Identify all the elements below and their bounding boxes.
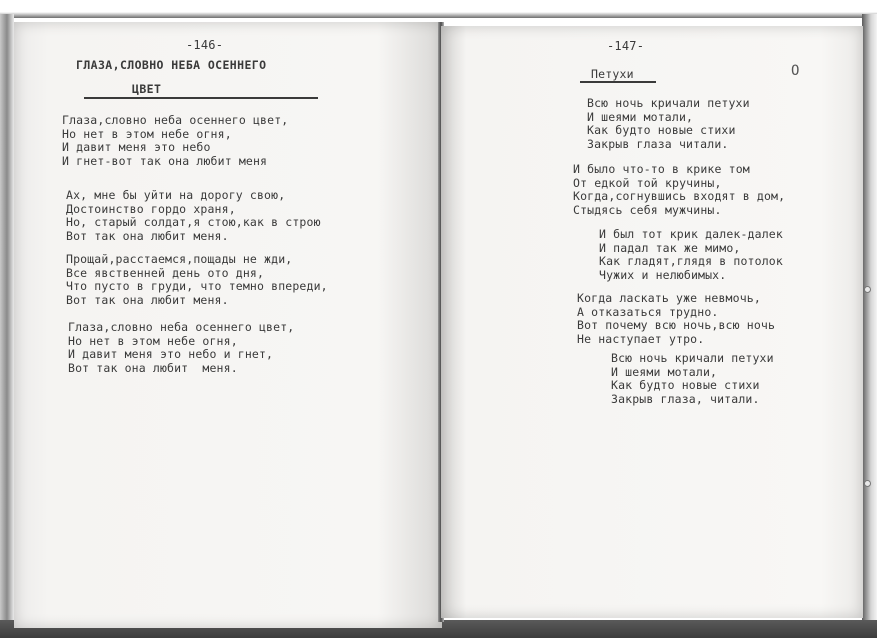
poem-line: Всю ночь кричали петухи [587, 96, 750, 110]
poem-stanza [587, 97, 750, 151]
poem-line: Вот так она любит меня. [66, 292, 229, 307]
poem-title-line-1: ГЛАЗА,СЛОВНО НЕБА ОСЕННЕГО [76, 58, 267, 72]
poem-line: Как будто новые стихи [611, 378, 760, 392]
poem-stanza [611, 352, 774, 406]
poem-stanza [577, 292, 775, 346]
poem-line: Когда ласкать уже невмочь, [577, 291, 761, 305]
poem-stanza [66, 253, 328, 307]
poem-stanza [599, 228, 783, 282]
poem-line: Всю ночь кричали петухи [611, 351, 774, 365]
poem-title-line-2: ЦВЕТ [132, 82, 162, 96]
poem-line: Достоинство гордо храня, [66, 201, 236, 216]
scan-top-edge [0, 0, 877, 18]
title-underline [580, 81, 656, 83]
poem-line: И падал так же мимо, [599, 240, 741, 255]
poem-line: Что пусто в груди, что темно впереди, [66, 279, 328, 293]
scan-left-edge [0, 14, 14, 634]
poem-line: Но, старый солдат,я стою,как в строю [66, 215, 321, 229]
poem-line: Вот так она любит меня. [66, 228, 229, 243]
poem-line: Чужих и нелюбимых. [599, 267, 727, 282]
title-underline [84, 97, 318, 99]
poem-line: Глаза,словно неба осеннего цвет, [62, 113, 289, 127]
poem-line: А отказаться трудно. [577, 304, 719, 319]
poem-line: Прощай,расстаемся,пощады не жди, [66, 252, 293, 266]
scan-right-edge [862, 14, 877, 638]
poem-line: Когда,согнувшись входят в дом, [573, 189, 786, 203]
poem-line: Но нет в этом небе огня, [62, 126, 232, 141]
poem-title: Петухи [591, 67, 634, 81]
poem-line: Но нет в этом небе огня, [68, 333, 238, 348]
poem-line: Не наступает утро. [577, 331, 705, 346]
poem-line: От едкой той кручины, [573, 175, 722, 190]
poem-line: И давит меня это небо и гнет, [68, 347, 274, 361]
poem-line: Закрыв глаза, читали. [611, 391, 760, 406]
poem-stanza [573, 163, 785, 217]
poem-line: И было что-то в крике том [573, 162, 750, 176]
page-number: -146- [186, 38, 224, 52]
margin-mark: О [791, 63, 800, 79]
poem-stanza [66, 189, 321, 243]
poem-line: Стыдясь себя мужчины. [573, 202, 722, 217]
binding-hole [864, 286, 871, 293]
poem-line: И гнет-вот так она любит меня [62, 153, 268, 168]
poem-line: Все явственней день ото дня, [66, 265, 265, 280]
poem-stanza [68, 321, 294, 375]
poem-line: И шеями мотали, [587, 109, 694, 124]
poem-line: Как гладят,глядя в потолок [599, 254, 783, 268]
poem-line: И был тот крик далек-далек [599, 227, 783, 241]
poem-line: Закрыв глаза читали. [587, 136, 729, 151]
poem-line: Как будто новые стихи [587, 123, 736, 137]
poem-line: И давит меня это небо [62, 140, 211, 154]
right-page [441, 26, 863, 618]
poem-line: Глаза,словно неба осеннего цвет, [68, 320, 295, 334]
poem-stanza [62, 114, 288, 168]
poem-line: И шеями мотали, [611, 364, 718, 379]
poem-line: Вот почему всю ночь,всю ночь [577, 318, 776, 332]
poem-line: Ах, мне бы уйти на дорогу свою, [66, 188, 286, 202]
left-page [14, 22, 442, 628]
page-number: -147- [607, 39, 645, 53]
binding-hole [864, 480, 871, 487]
poem-line: Вот так она любит меня. [68, 360, 238, 375]
